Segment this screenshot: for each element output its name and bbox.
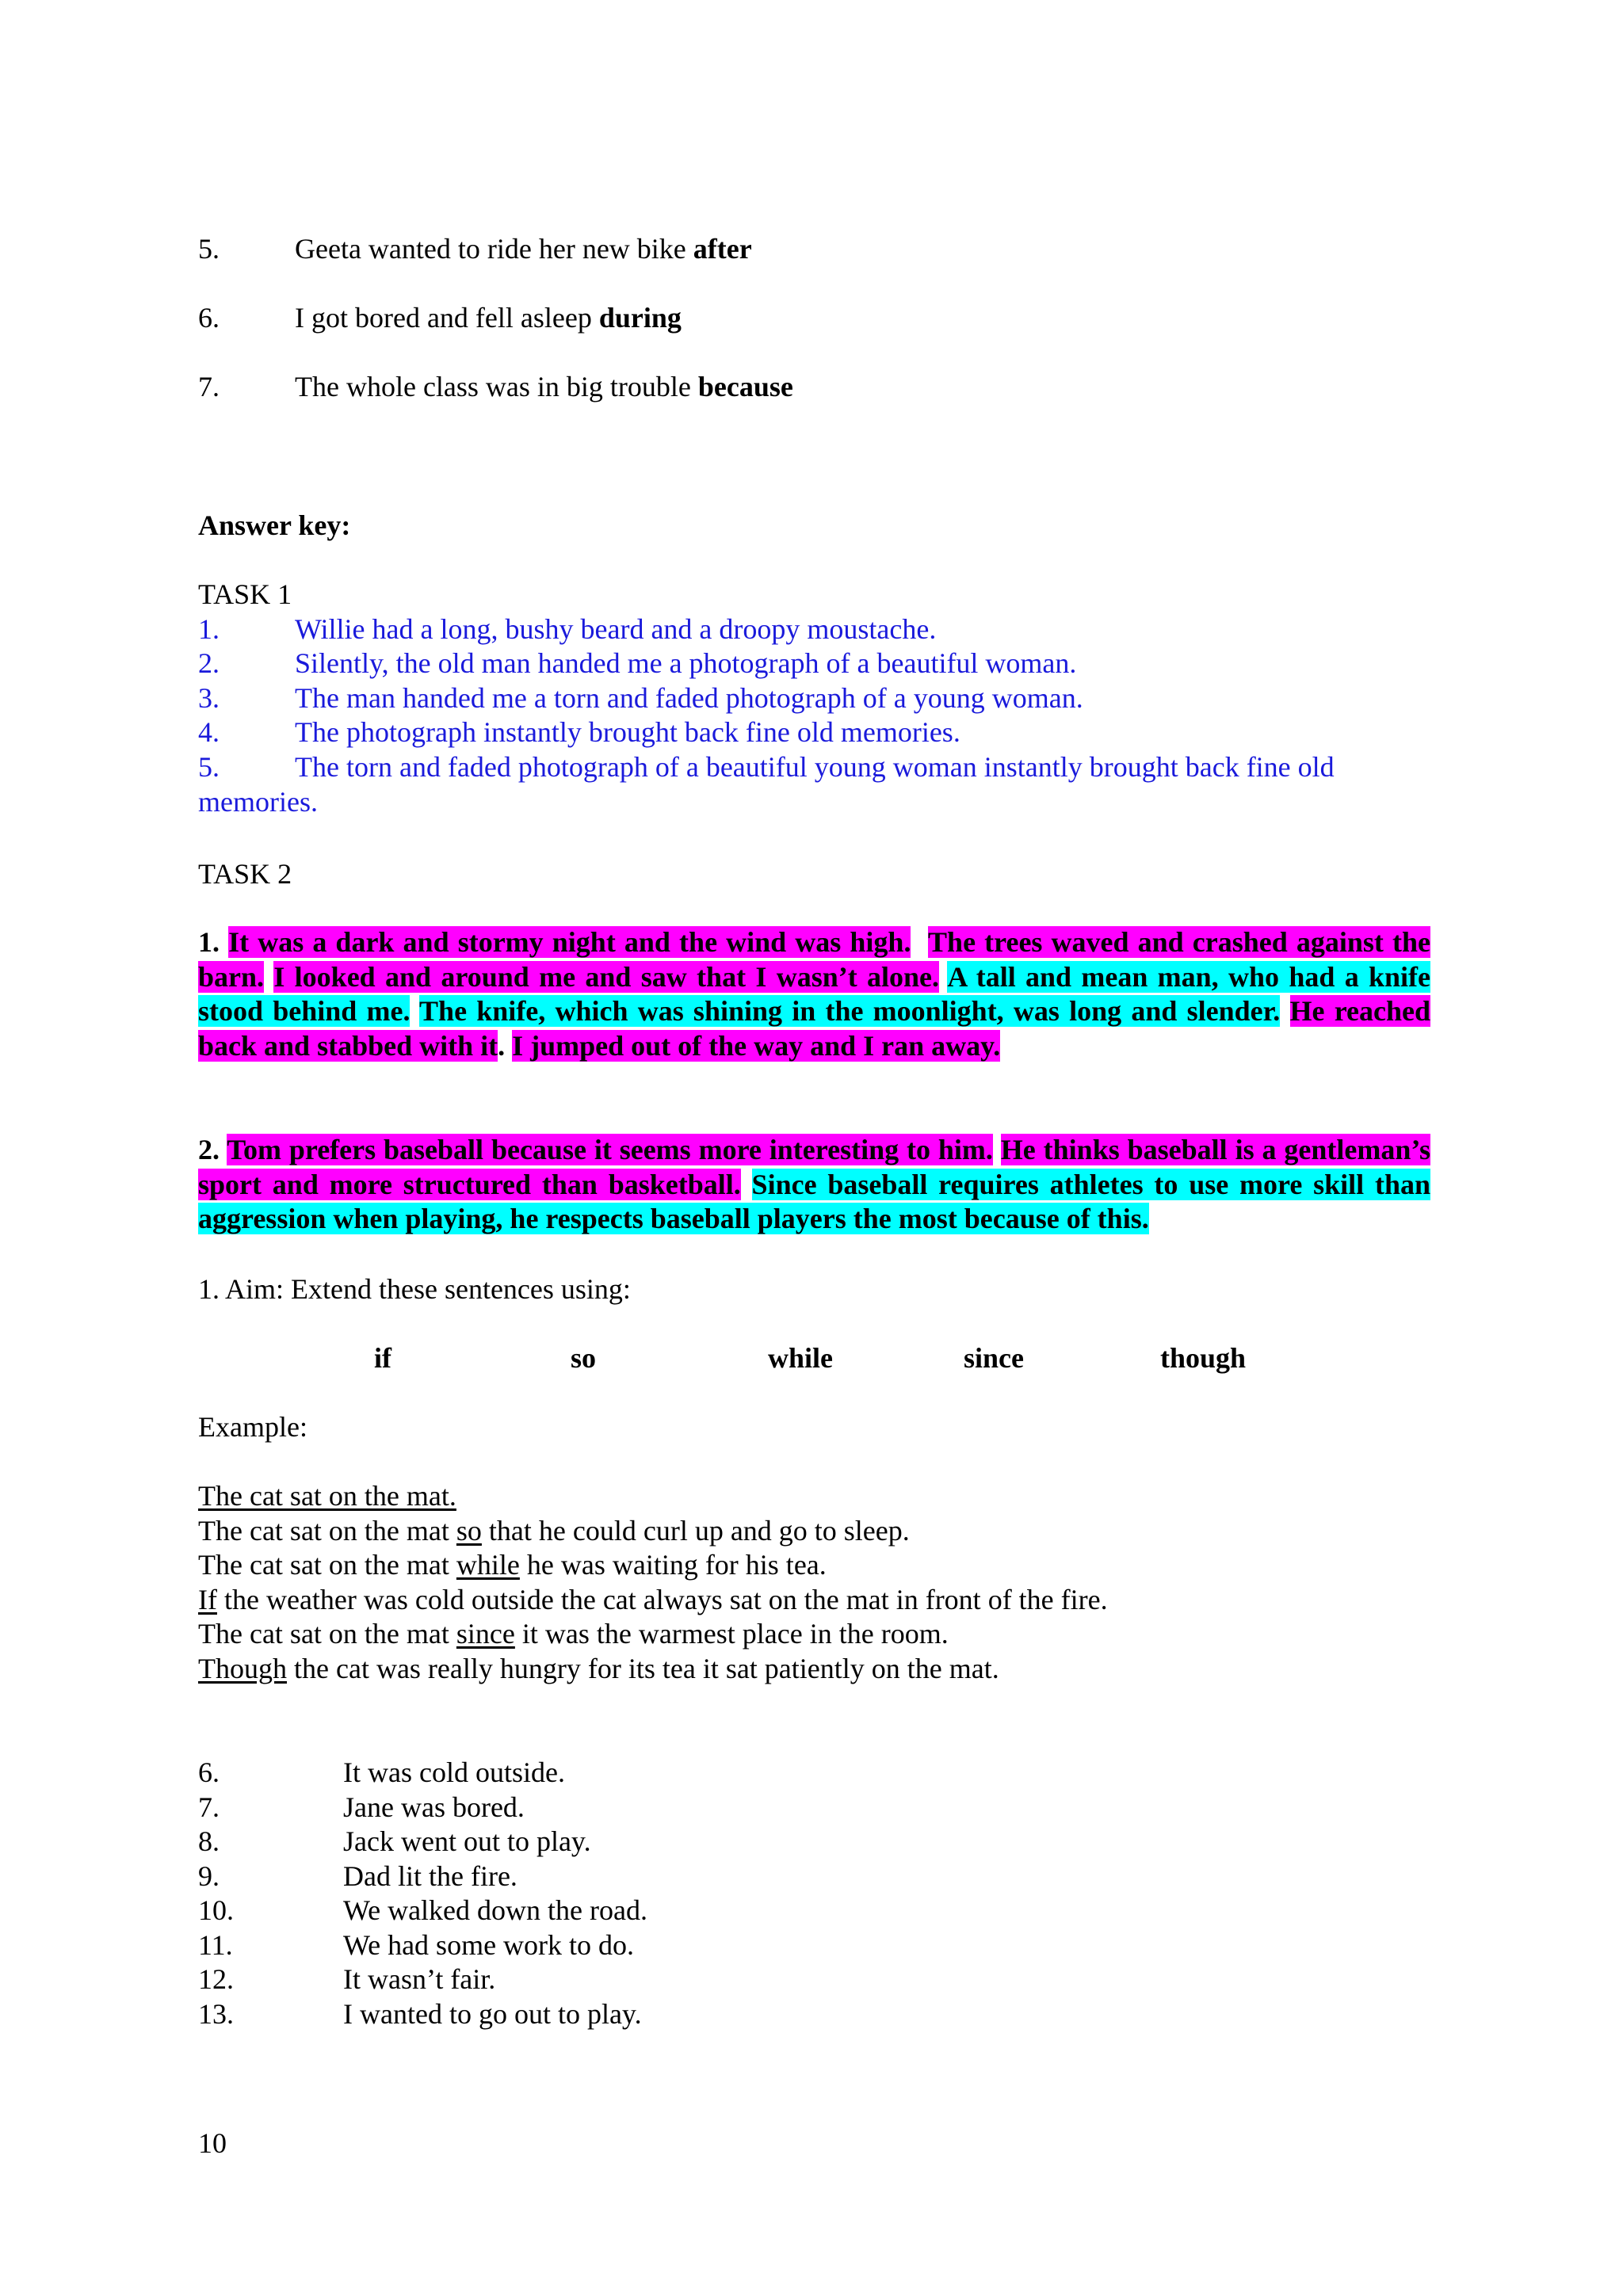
underlined-conjunction: so	[456, 1515, 482, 1547]
exercise-number: 8.	[198, 1825, 220, 1857]
exercise-number: 9.	[198, 1860, 220, 1892]
highlight-sentence: Tom prefers baseball because it seems more interesting to him.	[227, 1134, 993, 1165]
highlight-sentence: He thinks baseball is a gentleman’s sport and more structured than basketball.	[198, 1134, 1431, 1200]
answer-number: 2.	[198, 647, 220, 679]
highlight-sentence: It was a dark and stormy night and the wind was high.	[228, 926, 911, 958]
exercise-number: 13.	[198, 1998, 234, 2030]
example-sentence	[198, 1547, 827, 1582]
answer-number: 3.	[198, 682, 220, 714]
sentence-text: The cat sat on the mat	[198, 1549, 456, 1581]
conjunction: if	[374, 1342, 391, 1374]
exercise-text: Dad lit the fire.	[343, 1860, 517, 1892]
exercise-item	[198, 1997, 642, 2031]
sentence-text: the weather was cold outside the cat always sat on the mat in front of the fire.	[216, 1584, 1108, 1615]
exercise-item	[198, 1962, 496, 1997]
highlight-sentence: The knife, which was shining in the moonlight, was long and slender.	[419, 995, 1281, 1027]
answer-continuation: memories.	[198, 786, 318, 818]
underlined-conjunction: Though	[198, 1653, 287, 1684]
task1-answer	[198, 612, 937, 646]
exercise-number: 11.	[198, 1929, 233, 1961]
conjunction: though	[1160, 1342, 1247, 1374]
exercise-text: I wanted to go out to play.	[343, 1998, 642, 2030]
task1-answer	[198, 646, 1077, 681]
task1-answer	[198, 681, 1083, 715]
conjunction: so	[571, 1342, 597, 1374]
underlined-conjunction: since	[456, 1618, 515, 1650]
answer-text: The photograph instantly brought back fine old memories.	[295, 716, 960, 748]
answer-number: 5.	[198, 751, 220, 783]
task1-answer	[198, 749, 1335, 784]
item-keyword: during	[598, 302, 682, 334]
task2-paragraph-1	[198, 925, 1430, 1063]
exercise-number: 6.	[198, 1756, 220, 1788]
sentence-text: the cat was really hungry for its tea it sat patiently on the mat.	[287, 1653, 999, 1684]
example-sentence	[198, 1582, 1108, 1617]
underlined-conjunction: If	[198, 1584, 217, 1615]
exercise-text: Jane was bored.	[343, 1791, 525, 1823]
exercise-item	[198, 1893, 647, 1928]
item-keyword: after	[693, 233, 752, 265]
task1-answer	[198, 715, 960, 749]
item-number: 7.	[198, 371, 220, 402]
sentence-text: he was waiting for his tea.	[519, 1549, 827, 1581]
answer-number: 4.	[198, 716, 220, 748]
sentence-text: that he could curl up and go to sleep.	[481, 1515, 910, 1547]
highlight-sentence: I looked and around me and saw that I wasn’t alone.	[273, 960, 940, 993]
list-item	[198, 369, 793, 404]
item-text: The whole class was in big trouble	[295, 371, 698, 402]
item-keyword: because	[697, 371, 793, 402]
exercise-item	[198, 1928, 635, 1962]
exercise-text: We walked down the road.	[343, 1894, 647, 1926]
answer-text: The torn and faded photograph of a beautiful young woman instantly brought back fine old	[295, 751, 1335, 783]
example-sentence	[198, 1616, 949, 1651]
list-item	[198, 231, 752, 266]
sentence-text: The cat sat on the mat	[198, 1515, 456, 1547]
conjunction: since	[964, 1342, 1024, 1374]
item-text: I got bored and fell asleep	[295, 302, 599, 334]
exercise-number: 10.	[198, 1894, 234, 1926]
exercise-text: We had some work to do.	[343, 1929, 635, 1961]
task2-heading: TASK 2	[198, 858, 292, 890]
answer-text: The man handed me a torn and faded photograph of a young woman.	[295, 682, 1083, 714]
conjunction: while	[768, 1342, 834, 1374]
highlight-sentence: I jumped out of the way and I ran away.	[512, 1029, 1001, 1062]
item-text: Geeta wanted to ride her new bike	[295, 233, 693, 265]
highlight-sentence: The trees waved and crashed against the barn.	[198, 926, 1430, 993]
list-item	[198, 300, 682, 335]
item-number: 5.	[198, 233, 220, 265]
sentence-text: it was the warmest place in the room.	[514, 1618, 949, 1650]
exercise-text: Jack went out to play.	[343, 1825, 591, 1857]
task1-heading: TASK 1	[198, 578, 292, 610]
answer-text: Willie had a long, bushy beard and a droopy moustache.	[295, 613, 937, 645]
answer-number: 1.	[198, 613, 220, 645]
answer-key-heading: Answer key:	[198, 509, 351, 541]
conjunction-list	[198, 1341, 1430, 1375]
paragraph-number: 2.	[198, 1134, 220, 1165]
example-label: Example:	[198, 1411, 307, 1443]
example-sentence	[198, 1513, 910, 1548]
exercise-text: It wasn’t fair.	[343, 1963, 496, 1995]
document-page	[198, 0, 1430, 2296]
highlight-sentence: A tall and mean man, who had a knife stood behind me.	[198, 960, 1431, 1027]
sentence-text: The cat sat on the mat	[198, 1618, 456, 1650]
exercise-item	[198, 1755, 565, 1790]
aim-instruction: 1. Aim: Extend these sentences using:	[198, 1273, 631, 1305]
sentence-end: .	[498, 1029, 506, 1062]
underlined-conjunction: while	[456, 1549, 520, 1581]
highlight-sentence: Since baseball requires athletes to use more skill than aggression when playing, he respects baseball players the most because of this.	[198, 1168, 1430, 1234]
paragraph-number: 1.	[198, 926, 220, 958]
exercise-number: 12.	[198, 1963, 234, 1995]
example-sentence	[198, 1651, 999, 1686]
page-number: 10	[198, 2127, 227, 2159]
exercise-item	[198, 1790, 525, 1825]
example-base-sentence: The cat sat on the mat.	[198, 1480, 456, 1512]
exercise-number: 7.	[198, 1791, 220, 1823]
highlight-sentence: He reached back and stabbed with it	[198, 995, 1430, 1062]
task2-paragraph-2	[198, 1133, 1430, 1237]
answer-text: Silently, the old man handed me a photograph of a beautiful woman.	[295, 647, 1077, 679]
exercise-item	[198, 1859, 517, 1894]
exercise-text: It was cold outside.	[343, 1756, 565, 1788]
item-number: 6.	[198, 302, 220, 334]
exercise-item	[198, 1824, 591, 1859]
